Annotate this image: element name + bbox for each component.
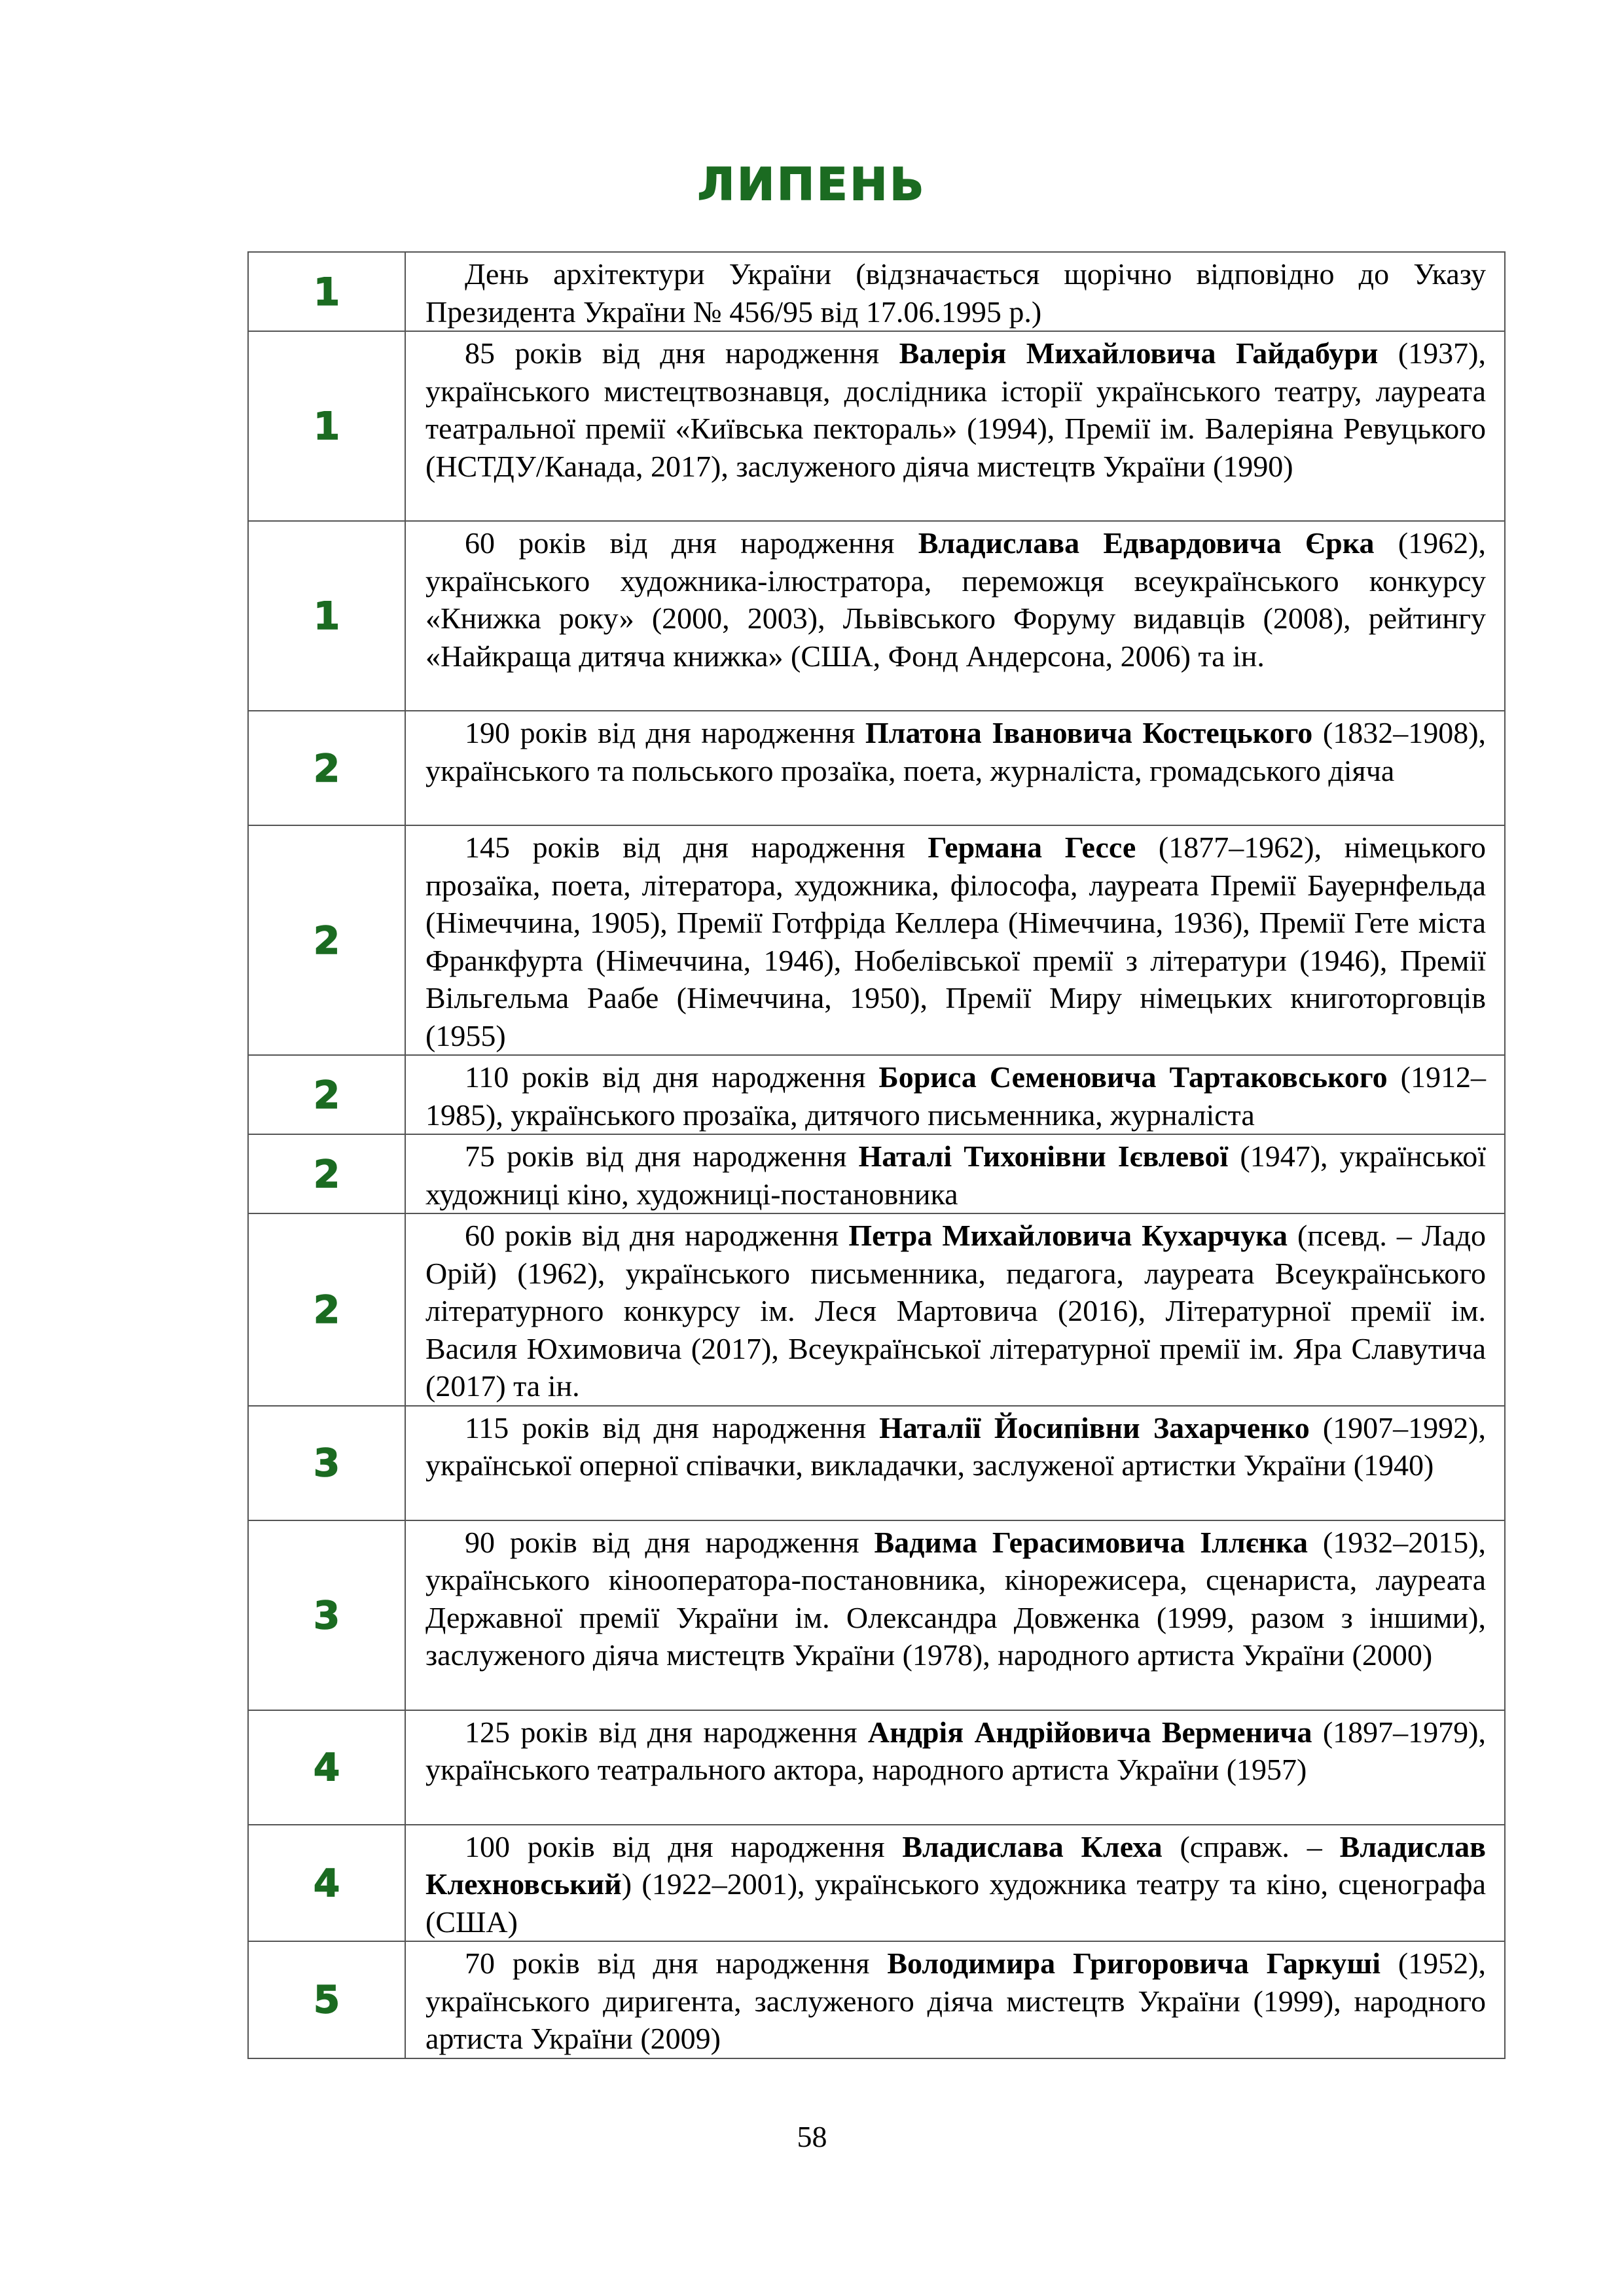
event-text — [425, 1138, 1486, 1213]
event-text-part: (1937), українського мистецтвознавця, дослідника історії українського театру, лауреата театральної премії «Київська пектораль» (1994), Премії ім. Валеріяна Ревуцького (НСТДУ/Канада, 2017), заслуженого діяча мистецтв України (1990) — [425, 336, 1486, 483]
table-row — [248, 1710, 1505, 1825]
event-text-part: 60 років від дня народження — [465, 1219, 849, 1252]
table-row — [248, 252, 1505, 331]
table-row — [248, 1055, 1505, 1134]
person-name: Германа Гессе — [928, 831, 1136, 864]
event-text-part: (1932–2015), українського кінооператора-постановника, кінорежисера, сценариста, лауреата Державної премії України ім. Олександра Довженка (1999, разом з іншими), заслуженого діяча мистецтв України (1978), народного артиста України (2000) — [425, 1525, 1487, 1672]
person-name: Владислава Едвардовича Єрка — [918, 526, 1375, 560]
table-row — [248, 1406, 1505, 1520]
person-name: Наталі Тихонівни Ієвлевої — [858, 1139, 1229, 1173]
page-number: 58 — [797, 2120, 827, 2153]
calendar-table-body — [248, 252, 1505, 2058]
event-text-part: 190 років від дня народження — [465, 716, 865, 749]
event-text — [425, 829, 1486, 1054]
event-text-part: (1877–1962), німецького прозаїка, поета, літератора, художника, філософа, лауреата Премії Бауернфельда (Німеччина, 1905), Премії Готфріда Келлера (Німеччина, 1936), Премії Гете міста Франкфурта (Німеччина, 1946), Нобелівської премії з літератури (1946), Премії Вільгельма Раабе (Німеччина, 1950), Премії Миру німецьких книготорговців (1955) — [425, 831, 1486, 1052]
event-text-part: (справж. – — [1162, 1829, 1340, 1863]
event-text — [425, 1409, 1486, 1484]
day-cell: 5 — [248, 1941, 405, 2058]
event-text — [425, 1058, 1486, 1134]
day-cell: 1 — [248, 521, 405, 711]
day-cell: 2 — [248, 1055, 405, 1134]
day-cell: 4 — [248, 1710, 405, 1825]
event-text-part: 100 років від дня народження — [465, 1829, 903, 1863]
event-cell — [405, 1213, 1505, 1406]
person-name: Владислав Клехновський — [425, 1829, 1486, 1901]
table-row — [248, 1134, 1505, 1213]
event-text-part: 75 років від дня народження — [465, 1139, 859, 1173]
event-text-part: 145 років від дня народження — [465, 831, 928, 864]
event-text — [425, 714, 1486, 789]
event-cell — [405, 825, 1505, 1055]
person-name: Наталії Йосипівни Захарченко — [879, 1410, 1310, 1444]
event-text — [425, 1828, 1486, 1941]
event-cell — [405, 1941, 1505, 2058]
table-row — [248, 521, 1505, 711]
event-text-part: (1907–1992), української оперної співачки, викладачки, заслуженої артистки України (1940) — [425, 1410, 1487, 1482]
day-cell: 3 — [248, 1520, 405, 1710]
day-cell: 2 — [248, 711, 405, 825]
event-text — [425, 1524, 1486, 1674]
event-cell — [405, 711, 1505, 825]
event-cell — [405, 1055, 1505, 1134]
event-text-part: (1897–1979), українського театрального актора, народного артиста України (1957) — [425, 1715, 1486, 1786]
event-cell — [405, 1406, 1505, 1520]
event-text-part: 85 років від дня народження — [465, 336, 899, 370]
person-name: Петра Михайловича Кухарчука — [848, 1219, 1288, 1252]
table-row — [248, 1213, 1505, 1406]
event-cell — [405, 521, 1505, 711]
table-row — [248, 1520, 1505, 1710]
event-text-part: (1912–1985), українського прозаїка, дитячого письменника, журналіста — [425, 1060, 1486, 1132]
event-text-part: 110 років від дня народження — [465, 1060, 879, 1094]
event-text-part: 115 років від дня народження — [465, 1410, 880, 1444]
person-name: Бориса Семеновича Тартаковського — [878, 1060, 1388, 1094]
event-text-part: (1832–1908), українського та польського прозаїка, поета, журналіста, громадського діяча — [425, 716, 1487, 787]
day-cell: 3 — [248, 1406, 405, 1520]
day-cell: 4 — [248, 1825, 405, 1942]
person-name: Володимира Григоровича Гаркуші — [887, 1946, 1380, 1980]
event-text — [425, 524, 1486, 675]
person-name: Владислава Клеха — [902, 1829, 1163, 1863]
event-cell — [405, 1825, 1505, 1942]
event-text — [425, 334, 1486, 485]
page-title: ЛИПЕНЬ — [697, 159, 927, 211]
table-row — [248, 1941, 1505, 2058]
table-row — [248, 331, 1505, 521]
event-cell — [405, 252, 1505, 331]
event-text — [425, 1945, 1486, 2058]
day-cell: 2 — [248, 1134, 405, 1213]
event-cell — [405, 1520, 1505, 1710]
day-cell: 2 — [248, 825, 405, 1055]
table-row — [248, 825, 1505, 1055]
day-cell: 1 — [248, 252, 405, 331]
event-text — [425, 255, 1486, 331]
person-name: Андрія Андрійовича Верменича — [867, 1715, 1312, 1749]
event-text-part: 60 років від дня народження — [465, 526, 918, 560]
table-row — [248, 1825, 1505, 1942]
event-cell — [405, 331, 1505, 521]
table-row — [248, 711, 1505, 825]
person-name: Валерія Михайловича Гайдабури — [899, 336, 1379, 370]
person-name: Платона Івановича Костецького — [865, 716, 1313, 749]
person-name: Вадима Герасимовича Іллєнка — [874, 1525, 1308, 1559]
event-text-part: (1952), українського диригента, заслуженого діяча мистецтв України (1999), народного артиста України (2009) — [425, 1946, 1486, 2055]
event-cell — [405, 1710, 1505, 1825]
event-text-part: (1962), українського художника-ілюстратора, переможця всеукраїнського конкурсу «Книжка року» (2000, 2003), Львівського Форуму видавців (2008), рейтингу «Найкраща дитяча книжка» (США, Фонд Андерсона, 2006) та ін. — [425, 526, 1486, 673]
event-text — [425, 1713, 1486, 1789]
event-text-part: 90 років від дня народження — [465, 1525, 875, 1559]
event-text-part: 70 років від дня народження — [465, 1946, 888, 1980]
event-text — [425, 1217, 1486, 1405]
calendar-table — [247, 251, 1506, 2059]
event-text-part: ) (1922–2001), українського художника театру та кіно, сценографа (США) — [425, 1867, 1486, 1939]
event-text-part: 125 років від дня народження — [465, 1715, 868, 1749]
day-cell: 1 — [248, 331, 405, 521]
event-text-part: (1947), української художниці кіно, художниці-постановника — [425, 1139, 1486, 1211]
event-text-part: (псевд. – Ладо Орій) (1962), українського письменника, педагога, лауреата Всеукраїнського літературного конкурсу ім. Леся Мартовича (2016), Літературної премії ім. Василя Юхимовича (2017), Всеукраїнської літературної премії ім. Яра Славутича (2017) та ін. — [425, 1219, 1486, 1403]
event-cell — [405, 1134, 1505, 1213]
day-cell: 2 — [248, 1213, 405, 1406]
event-text-part: День архітектури України (відзначається щорічно відповідно до Указу Президента України № 456/95 від 17.06.1995 р.) — [425, 257, 1486, 329]
